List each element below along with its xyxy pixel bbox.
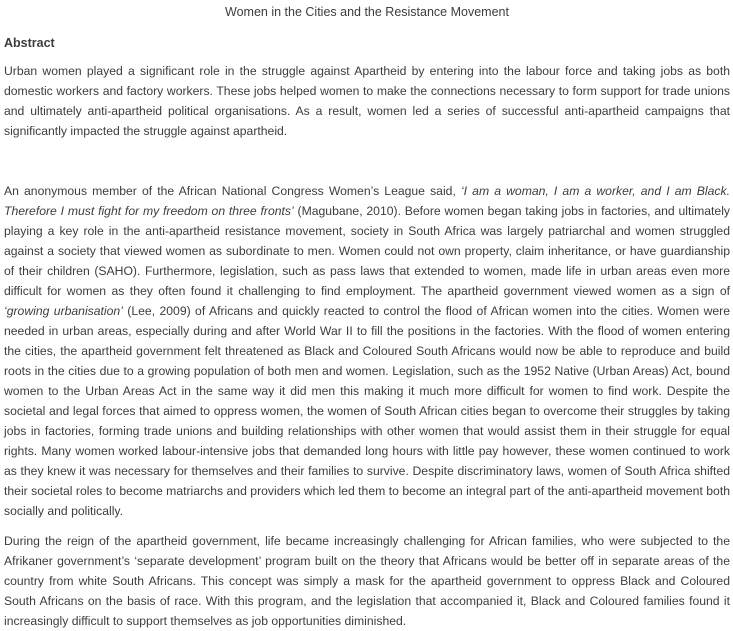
para1-middle: (Magubane, 2010). Before women began taking jobs in factories, and ultimately playing a key role in the anti-apartheid resistance movement, society in South Africa was largely patriarchal and women struggled against a society that viewed women as subordinate to men. Women could not own property, claim inheritance, or have guardianship of their children (SAHO). Furthermore, legislation, such as pass laws that extended to women, made life in urban areas even more difficult for women as they often found it challenging to find employment. The apartheid government viewed women as a sign of <box>4 204 730 298</box>
document-title: Women in the Cities and the Resistance Movement <box>225 5 509 19</box>
body-paragraph-1 <box>4 181 730 521</box>
document-page <box>0 4 733 628</box>
abstract-heading: Abstract <box>4 36 55 50</box>
para1-quote-2: ‘growing urbanisation’ <box>4 304 123 318</box>
para1-quote-1: ‘I am a woman, I am a worker, and I am Black. Therefore I must fight for my freedom on three fronts’ <box>4 184 730 218</box>
body-paragraph-2: During the reign of the apartheid government, life became increasingly challenging for African families, who were subjected to the Afrikaner government’s ‘separate development’ program built on the theory that Africans would be better off in separate areas of the country from white South Africans. This concept was simply a mask for the apartheid government to oppress Black and Coloured South Africans on the basis of race. With this program, and the legislation that accompanied it, Black and Coloured families found it increasingly difficult to support themselves as job opportunities diminished. <box>4 534 730 628</box>
para1-rest: (Lee, 2009) of Africans and quickly reacted to control the flood of African women into the cities. Women were needed in urban areas, especially during and after World War II to fill the positions in the factories. With the flood of women entering the cities, the apartheid government felt threatened as Black and Coloured South Africans would now be able to reproduce and build roots in the cities due to a growing population of both men and women. Legislation, such as the 1952 Native (Urban Areas) Act, bound women to the Urban Areas Act in the same way it did men this making it much more difficult for women to find work. Despite the societal and legal forces that aimed to oppress women, the women of South African cities began to overcome their struggles by taking jobs in factories, forming trade unions and building relationships with other women that would assist them in their struggle for equal rights. Many women worked labour-intensive jobs that demanded long hours with little pay however, these women continued to work as they knew it was necessary for themselves and their families to survive. Despite discriminatory laws, women of South Africa shifted their societal roles to become matriarchs and providers which led them to become an integral part of the anti-apartheid movement both socially and politically. <box>4 304 730 518</box>
para1-intro: An anonymous member of the African National Congress Women’s League said, <box>4 184 461 198</box>
abstract-paragraph: Urban women played a significant role in the struggle against Apartheid by entering into the labour force and taking jobs as both domestic workers and factory workers. These jobs helped women to make the connections necessary to form support for trade unions and ultimately anti-apartheid political organisations. As a result, women led a series of successful anti-apartheid campaigns that significantly impacted the struggle against apartheid. <box>4 64 730 138</box>
